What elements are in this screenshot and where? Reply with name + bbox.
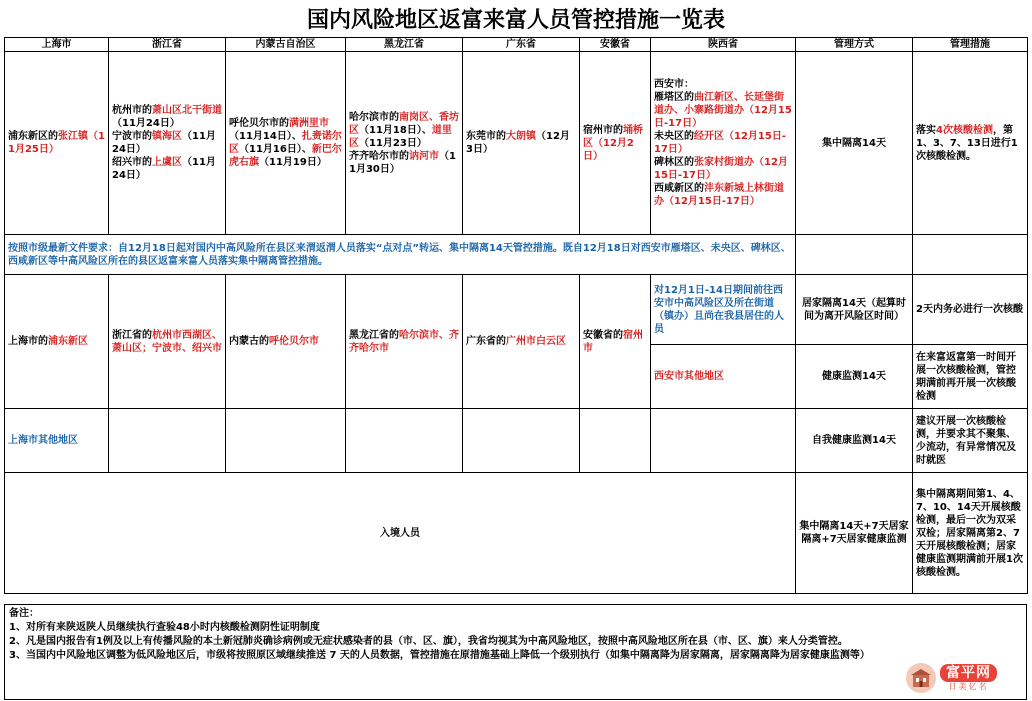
- cell-empty: [651, 409, 796, 473]
- building-icon: [906, 663, 936, 693]
- cell-measure-self: 建议开展一次核酸检测，并要求其不聚集、少流动，有异常情况及时就医: [913, 409, 1028, 473]
- header-guangdong: 广东省: [463, 38, 580, 52]
- cell-shaanxi-high: 西安市： 雁塔区的曲江新区、长延堡街道办、小寨路街道办（12月15日-17日） 未央区的经开区（12月15日-17日） 碑林区的张家村街道办（12月15日-17日） 西咸新区的沣东新城上林街道办（12月15日-17日）: [651, 52, 796, 235]
- cell-measure-monitor: 在来富返富第一时间开展一次核酸检测，管控期满前再开展一次核酸检测: [913, 345, 1028, 409]
- cell-mode-high: 集中隔离14天: [796, 52, 913, 235]
- cell-neimenggu-high: 呼伦贝尔市的满洲里市（11月14日）、扎赉诺尔区（11月16日）、新巴尔虎右旗（11月19日）: [226, 52, 346, 235]
- cell-heilongjiang-medium: 黑龙江省的哈尔滨市、齐齐哈尔市: [346, 275, 463, 409]
- table-row-inbound: [5, 473, 1028, 594]
- cell-mode-self: 自我健康监测14天: [796, 409, 913, 473]
- table-row-high-risk: [5, 52, 1028, 235]
- cell-measure-inbound: 集中隔离期间第1、4、7、10、14天开展核酸检测，最后一次为双采双检；居家隔离第2、7天开展核酸检测；居家健康监测期满前开展1次核酸检测。: [913, 473, 1028, 594]
- cell-measure-high: 落实4次核酸检测，第1、3、7、13日进行1次核酸检测。: [913, 52, 1028, 235]
- watermark: [906, 660, 1024, 696]
- header-management-mode: 管理方式: [796, 38, 913, 52]
- cell-mode-monitor: 健康监测14天: [796, 345, 913, 409]
- cell-empty: [109, 409, 226, 473]
- note-item: 1、对所有来陕返陕人员继续执行查验48小时内核酸检测阴性证明制度: [9, 622, 320, 633]
- cell-zhejiang-medium: 浙江省的杭州市西湖区、萧山区；宁波市、绍兴市: [109, 275, 226, 409]
- cell-mode-inbound: 集中隔离14天+7天居家隔离+7天居家健康监测: [796, 473, 913, 594]
- cell-notice-measure: [913, 235, 1028, 275]
- header-shanghai: 上海市: [5, 38, 109, 52]
- header-neimenggu: 内蒙古自治区: [226, 38, 346, 52]
- cell-mode-medium: 居家隔离14天（起算时间为离开风险区时间）: [796, 275, 913, 345]
- cell-heilongjiang-high: 哈尔滨市的南岗区、香坊区（11月18日）、道里区（11月23日） 齐齐哈尔市的讷河市（11月30日）: [346, 52, 463, 235]
- cell-shaanxi-medium: 对12月1日-14日期间前往西安市中高风险区及所在街道（镇办）且尚在我县居住的人员: [651, 275, 796, 345]
- cell-inbound-label: 入境人员: [5, 473, 796, 594]
- header-anhui: 安徽省: [580, 38, 651, 52]
- cell-empty: [226, 409, 346, 473]
- watermark-slogan: 日美亿名: [948, 682, 989, 691]
- watermark-brand: 富平网: [940, 664, 997, 682]
- table-row-medium-risk: [5, 275, 1028, 345]
- note-item: 2、凡是国内报告有1例及以上有传播风险的本土新冠肺炎确诊病例或无症状感染者的县（市、区、旗），我省均视其为中高风险地区，按照中高风险地区所在县（市、区、旗）来人分类管控。: [9, 636, 848, 647]
- notes-section: [4, 604, 1027, 700]
- cell-empty: [463, 409, 580, 473]
- cell-empty: [346, 409, 463, 473]
- header-zhejiang: 浙江省: [109, 38, 226, 52]
- cell-shanghai-other: 上海市其他地区: [5, 409, 109, 473]
- cell-neimenggu-medium: 内蒙古的呼伦贝尔市: [226, 275, 346, 409]
- header-shaanxi: 陕西省: [651, 38, 796, 52]
- table-row-notice: [5, 235, 1028, 275]
- cell-guangdong-medium: 广东省的广州市白云区: [463, 275, 580, 409]
- cell-anhui-medium: 安徽省的宿州市: [580, 275, 651, 409]
- cell-zhejiang-high: 杭州市的萧山区北干街道（11月24日） 宁波市的镇海区（11月24日） 绍兴市的上虞区（11月24日）: [109, 52, 226, 235]
- notes-heading: 备注：: [9, 608, 39, 619]
- cell-notice: 按照市级最新文件要求：自12月18日起对国内中高风险所在县区来渭返渭人员落实“点对点”转运、集中隔离14天管控措施。既自12月18日对西安市雁塔区、未央区、碑林区、西咸新区等中高风险区所在的县区返富来富人员落实集中隔离管控措施。: [5, 235, 796, 275]
- cell-measure-medium: 2天内务必进行一次核酸: [913, 275, 1028, 345]
- page-title: 国内风险地区返富来富人员管控措施一览表: [306, 7, 725, 33]
- control-measures-table: [4, 37, 1028, 594]
- cell-guangdong-high: 东莞市的大朗镇（12月3日）: [463, 52, 580, 235]
- cell-shanghai-high: 浦东新区的张江镇（11月25日）: [5, 52, 109, 235]
- cell-notice-mode: [796, 235, 913, 275]
- note-item: 3、当国内中风险地区调整为低风险地区后，市级将按照原区域继续推送 7 天的人员数据，管控措施在原措施基础上降低一个级别执行（如集中隔离降为居家隔离，居家隔离降为居家健康监测等）: [9, 650, 870, 661]
- cell-anhui-high: 宿州市的埇桥区（12月2日）: [580, 52, 651, 235]
- cell-shanghai-medium: 上海市的浦东新区: [5, 275, 109, 409]
- header-heilongjiang: 黑龙江省: [346, 38, 463, 52]
- cell-shaanxi-other: 西安市其他地区: [651, 345, 796, 409]
- header-management-measure: 管理措施: [913, 38, 1028, 52]
- cell-empty: [580, 409, 651, 473]
- table-row-self-monitor: [5, 409, 1028, 473]
